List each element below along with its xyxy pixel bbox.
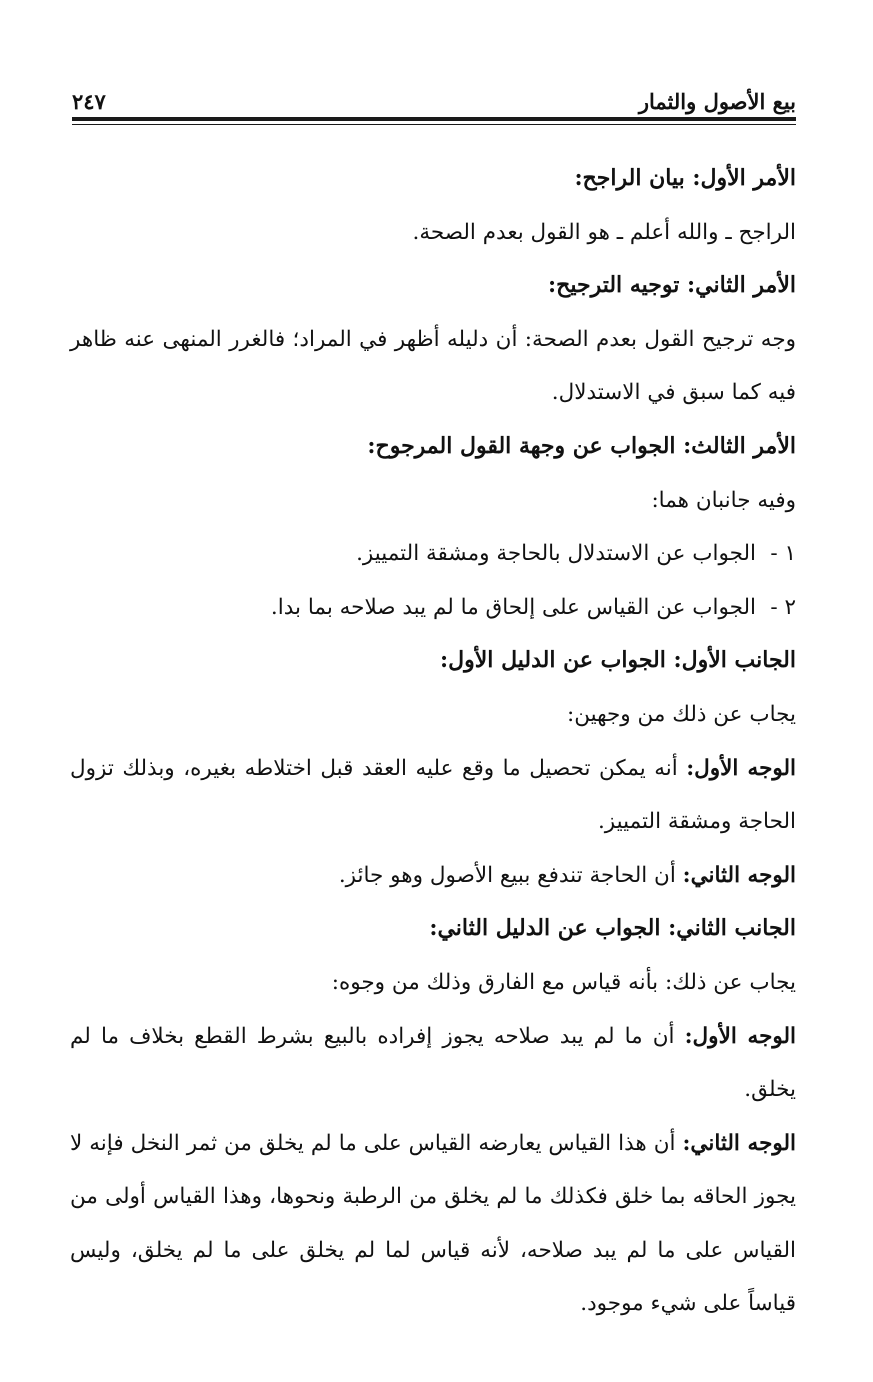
paragraph-justification: وجه ترجيح القول بعدم الصحة: أن دليله أظهر في المراد؛ فالغرر المنهى عنه ظاهر فيه كما سبق في الاستدلال. bbox=[70, 326, 796, 406]
header-rule-thin bbox=[72, 124, 796, 125]
list-item bbox=[70, 581, 796, 635]
heading-first-matter: الأمر الأول: بيان الراجح: bbox=[574, 165, 796, 191]
term-text: أنه يمكن تحصيل ما وقع عليه العقد قبل اختلاطه بغيره، وبذلك تزول الحاجة ومشقة التمييز. bbox=[70, 755, 796, 835]
list-text: الجواب عن القياس على إلحاق ما لم يبد صلاحه بما بدا. bbox=[270, 594, 756, 620]
heading-first-aspect: الجانب الأول: الجواب عن الدليل الأول: bbox=[440, 647, 796, 674]
page-header bbox=[72, 84, 796, 114]
term-text: أن الحاجة تندفع ببيع الأصول وهو جائز. bbox=[338, 862, 683, 888]
heading-second-aspect: الجانب الثاني: الجواب عن الدليل الثاني: bbox=[429, 915, 796, 942]
page-body bbox=[70, 152, 796, 1331]
header-rule-thick bbox=[72, 117, 796, 121]
paragraph-two-aspects: وفيه جانبان هما: bbox=[651, 487, 796, 513]
paragraph-answer-two-ways: يجاب عن ذلك من وجهين: bbox=[567, 701, 796, 727]
term-text: أن هذا القياس يعارضه القياس على ما لم يخلق من ثمر النخل فإنه لا يجوز الحاقه بما خلق فكذلك ما لم يخلق من الرطبة ونحوها، وهذا القياس أولى من القياس على ما لم يبد صلاحه، لأنه قياس لما لم يخلق على ما لم يخلق، وليس قياساً على شيء موجود. bbox=[70, 1130, 796, 1317]
paragraph-first-way bbox=[70, 742, 796, 849]
paragraph-analogy-answer: يجاب عن ذلك: بأنه قياس مع الفارق وذلك من وجوه: bbox=[331, 969, 796, 995]
term-text: أن ما لم يبد صلاحه يجوز إفراده بالبيع بشرط القطع بخلاف ما لم يخلق. bbox=[70, 1023, 796, 1103]
paragraph-preferred: الراجح ـ والله أعلم ـ هو القول بعدم الصحة. bbox=[412, 219, 796, 245]
running-title: بيع الأصول والثمار bbox=[638, 89, 796, 114]
paragraph-second-way bbox=[70, 849, 796, 903]
term-label: الوجه الثاني: bbox=[682, 1130, 796, 1156]
list-item bbox=[70, 527, 796, 581]
term-label: الوجه الأول: bbox=[684, 1023, 796, 1049]
page-number: ٢٤٧ bbox=[72, 89, 106, 114]
term-label: الوجه الأول: bbox=[686, 755, 796, 781]
heading-second-matter: الأمر الثاني: توجيه الترجيح: bbox=[548, 272, 796, 299]
paragraph-analogy-second-way bbox=[70, 1117, 796, 1331]
term-label: الوجه الثاني: bbox=[682, 862, 796, 888]
list-number: ٢ - bbox=[770, 594, 796, 620]
list-number: ١ - bbox=[770, 541, 796, 567]
heading-third-matter: الأمر الثالث: الجواب عن وجهة القول المرجوح: bbox=[367, 432, 796, 459]
paragraph-analogy-first-way bbox=[70, 1010, 796, 1117]
list-text: الجواب عن الاستدلال بالحاجة ومشقة التمييز. bbox=[356, 541, 756, 567]
